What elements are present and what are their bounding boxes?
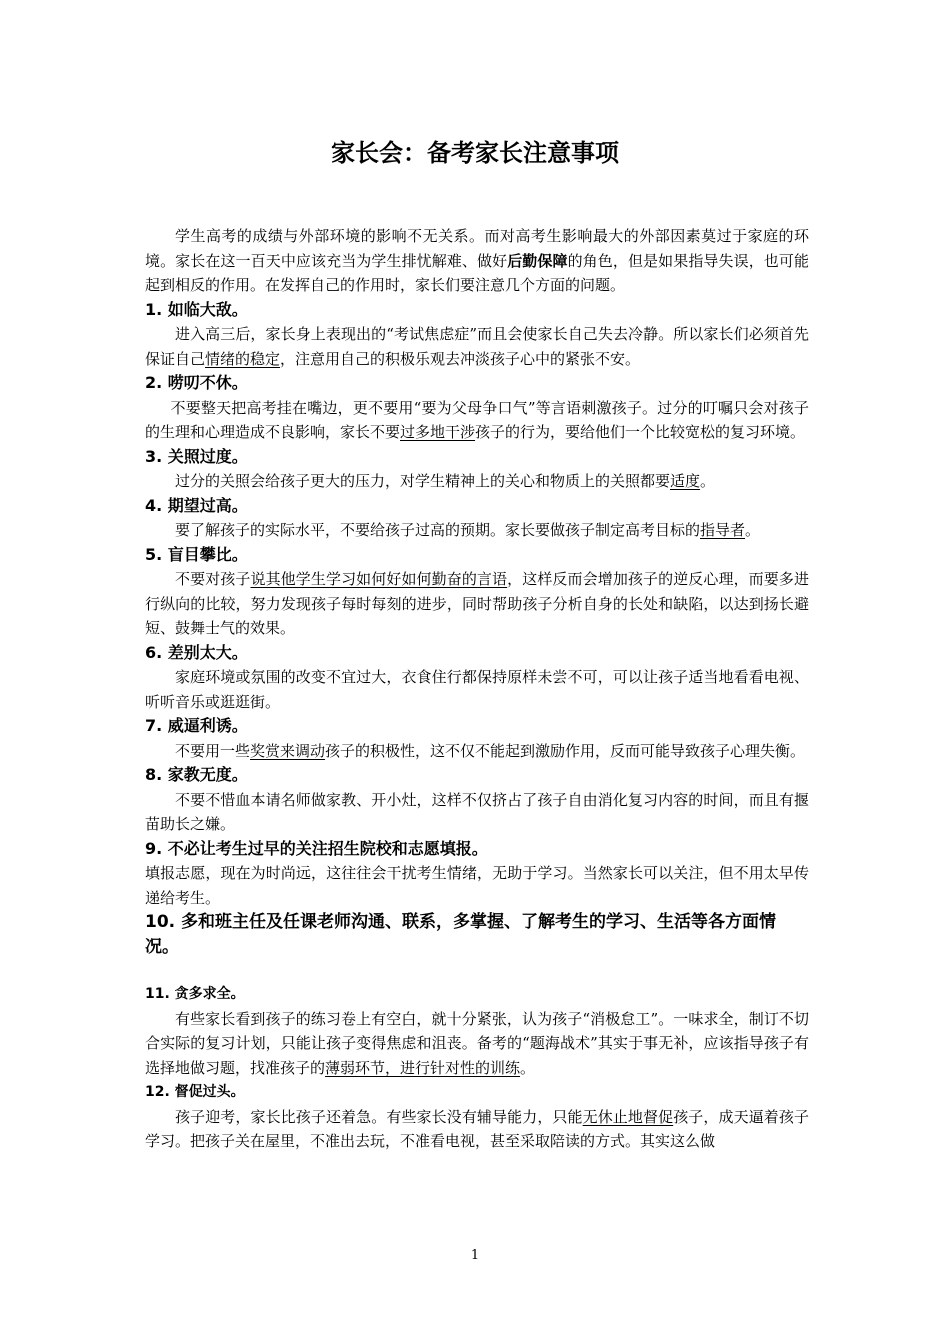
section-heading-12: 12. 督促过头。 [145, 1084, 245, 1100]
section-heading-9: 9. 不必让考生过早的关注招生院校和志愿填报。 [145, 838, 488, 858]
section-heading-1: 1. 如临大敌。 [145, 299, 248, 319]
section-heading-6: 6. 差别太大。 [145, 642, 248, 662]
intro-paragraph: 学生高考的成绩与外部环境的影响不无关系。而对高考生影响最大的外部因素莫过于家庭的环境。家长在这一百天中应该充当为学生排忧解难、做好后勤保障的角色，但是如果指导失误，也可能起到相反的作用。在发挥自己的作用时，家长们要注意几个方面的问题。 [145, 227, 809, 294]
document-body [145, 224, 809, 1154]
section-heading-11: 11. 贪多求全。 [145, 986, 245, 1002]
section-heading-3: 3. 关照过度。 [145, 446, 248, 466]
section-paragraph-5: 不要对孩子说其他学生学习如何好如何勤奋的言语，这样反而会增加孩子的逆反心理，而要多进行纵向的比较，努力发现孩子每时每刻的进步，同时帮助孩子分析自身的长处和缺陷，以达到扬长避短、鼓舞士气的效果。 [145, 570, 809, 637]
section-heading-5: 5. 盲目攀比。 [145, 544, 248, 564]
section-paragraph-1: 进入高三后，家长身上表现出的“考试焦虑症”而且会使家长自己失去冷静。所以家长们必须首先保证自己情绪的稳定，注意用自己的积极乐观去冲淡孩子心中的紧张不安。 [145, 325, 809, 368]
section-heading-7: 7. 威逼利诱。 [145, 716, 248, 735]
section-paragraph-9: 填报志愿，现在为时尚远，这往往会干扰考生情绪，无助于学习。当然家长可以关注，但不用太早传递给考生。 [145, 864, 809, 907]
underlined-text: 适度 [670, 472, 701, 490]
underlined-text: 指导者 [700, 521, 746, 539]
section-paragraph-4: 要了解孩子的实际水平，不要给孩子过高的预期。家长要做孩子制定高考目标的指导者。 [175, 521, 761, 539]
underlined-text: 过多地干涉 [400, 423, 476, 441]
section-heading-4: 4. 期望过高。 [145, 495, 248, 515]
section-heading-8: 8. 家教无度。 [145, 765, 248, 784]
underlined-text: 情绪的稳定 [205, 349, 281, 368]
section-paragraph-2: 不要整天把高考挂在嘴边，更不要用“要为父母争口气”等言语刺激孩子。过分的叮嘱只会对孩子的生理和心理造成不良影响，家长不要过多地干涉孩子的行为，要给他们一个比较宽松的复习环境。 [145, 398, 809, 441]
underlined-text: 奖赏来调动 [250, 741, 326, 760]
section-paragraph-11: 有些家长看到孩子的练习卷上有空白，就十分紧张，认为孩子“消极怠工”。一味求全，制订不切合实际的复习计划，只能让孩子变得焦虑和沮丧。备考的“题海战术”其实于事无补，应该指导孩子有选择地做习题，找准孩子的薄弱环节，进行针对性的训练。 [145, 1009, 809, 1077]
underlined-text: 说其他学生学习如何好如何勤奋的言语 [250, 570, 508, 588]
section-paragraph-7: 不要用一些奖赏来调动孩子的积极性，这不仅不能起到激励作用，反而可能导致孩子心理失衡。 [175, 741, 806, 760]
section-paragraph-8: 不要不惜血本请名师做家教、开小灶，这样不仅挤占了孩子自由消化复习内容的时间，而且有揠苗助长之嫌。 [145, 790, 809, 833]
underlined-text: 薄弱环节，进行针对性的训练 [325, 1058, 521, 1077]
section-heading-10: 10. 多和班主任及任课老师沟通、联系，多掌握、了解考生的学习、生活等各方面情况。 [145, 912, 777, 957]
underlined-text: 无休止地督促 [582, 1107, 674, 1126]
section-paragraph-3: 过分的关照会给孩子更大的压力，对学生精神上的关心和物质上的关照都要适度。 [175, 472, 716, 490]
page-title: 家长会：备考家长注意事项 [331, 139, 619, 167]
emphasis-text: 后勤保障 [507, 251, 568, 270]
section-paragraph-12: 孩子迎考，家长比孩子还着急。有些家长没有辅导能力，只能无休止地督促孩子，成天逼着孩子学习。把孩子关在屋里，不准出去玩，不准看电视，甚至采取陪读的方式。其实这么做 [145, 1107, 809, 1150]
page-number: 1 [470, 1248, 480, 1263]
section-heading-2: 2. 唠叨不休。 [145, 373, 248, 392]
spacer [145, 960, 809, 982]
section-paragraph-6: 家庭环境或氛围的改变不宜过大，衣食住行都保持原样未尝不可，可以让孩子适当地看看电视、听听音乐或逛逛街。 [145, 668, 809, 711]
